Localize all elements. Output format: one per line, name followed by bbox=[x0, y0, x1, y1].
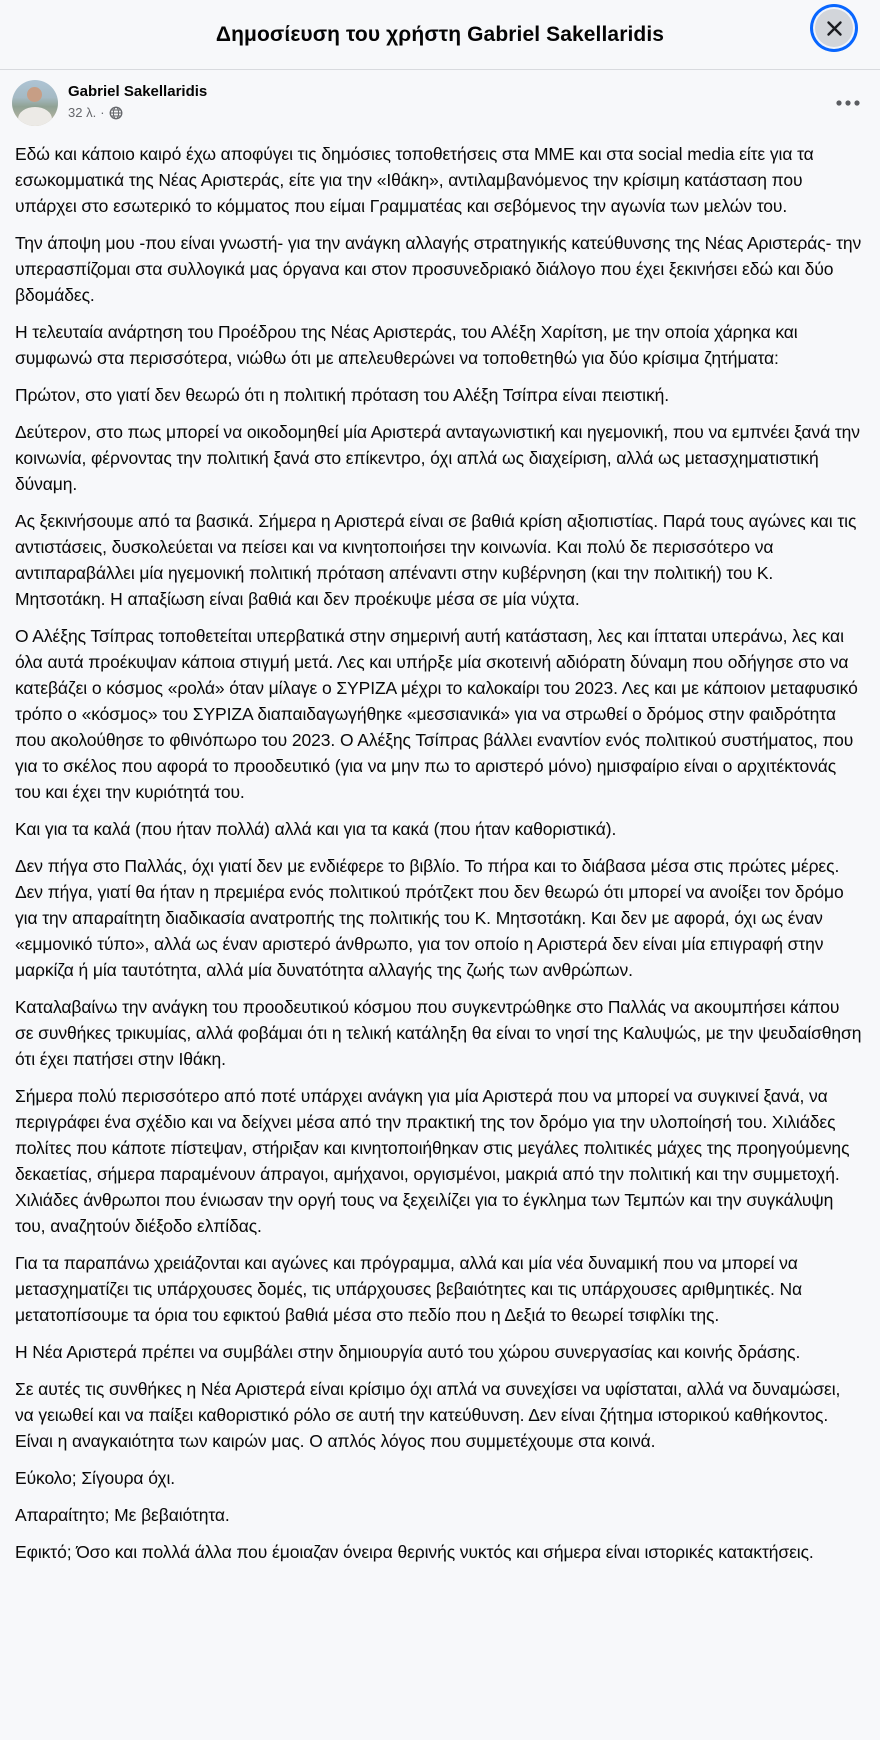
post-header bbox=[0, 70, 880, 132]
timestamp[interactable]: 32 λ. bbox=[68, 105, 97, 120]
post-paragraph: Ας ξεκινήσουμε από τα βασικά. Σήμερα η Αριστερά είναι σε βαθιά κρίση αξιοπιστίας. Παρά τους αγώνες και τις αντιστάσεις, δυσκολεύεται να πείσει και να κινητοποιήσει την κοινωνία. Και πολύ δε περισσότερο να αντιπαραβάλλει μία ηγεμονική πολιτική πρόταση απέναντι στην κυβέρνηση (και την πολιτική) του Κ. Μητσοτάκη. Η απαξίωση είναι βαθιά και δεν προέκυψε μέσα σε μία νύχτα. bbox=[15, 511, 857, 609]
dialog-title: Δημοσίευση του χρήστη Gabriel Sakellaridis bbox=[215, 22, 665, 46]
post-paragraph: Ο Αλέξης Τσίπρας τοποθετείται υπερβατικά στην σημερινή αυτή κατάσταση, λες και ίπταται υπεράνω, λες και όλα αυτά προέκυψαν κάποια στιγμή μετά. Λες και υπήρξε μία σκοτεινή αδιόρατη δύναμη που οδήγησε στο να κατεβάζει ο κόσμος «ρολά» όταν μίλαγε ο ΣΥΡΙΖΑ μέχρι το καλοκαίρι του 2023. Λες και με κάποιον μεταφυσικό τρόπο ο «κόσμος» του ΣΥΡΙΖΑ διαπαιδαγωγήθηκε «μεσσιανικά» για να στρωθεί ο δρόμος στην φαιδρότητα που ακολούθησε το φθινόπωρο του 2023. Ο Αλέξης Τσίπρας βάλλει εναντίον ενός πολιτικού συστήματος, που για το σκέλος που αφορά το προοδευτικό (για να μην πω το αριστερό μόνο) ημισφαίριο είναι ο αρχιτέκτονάς του και έχει την κυριότητά του. bbox=[15, 626, 858, 802]
ellipsis-icon bbox=[835, 95, 861, 110]
post-paragraph: Δεν πήγα στο Παλλάς, όχι γιατί δεν με ενδιέφερε το βιβλίο. Το πήρα και το διάβασα μέσα στις πρώτες μέρες. Δεν πήγα, γιατί θα ήταν η πρεμιέρα ενός πολιτικού πρότζεκτ που δεν θεωρώ ότι μπορεί να ανοίξει τον δρόμο για την απαραίτητη διαδικασία ανατροπής της πολιτικής του Κ. Μητσοτάκη. Και δεν με αφορά, όχι ως έναν «εμμονικό τύπο», αλλά ως έναν αριστερό άνθρωπο, για τον οποίο η Αριστερά δεν είναι μία επιγραφή στην μαρκίζα ή μία ταυτότητα, αλλά μία δυνατότητα αλλαγής της ζωής των ανθρώπων. bbox=[15, 856, 844, 980]
post-paragraph: Πρώτον, στο γιατί δεν θεωρώ ότι η πολιτική πρόταση του Αλέξη Τσίπρα είναι πειστική. bbox=[15, 385, 670, 405]
post-paragraph: Και για τα καλά (που ήταν πολλά) αλλά και για τα κακά (που ήταν καθοριστικά). bbox=[15, 819, 617, 839]
post-paragraph: Καταλαβαίνω την ανάγκη του προοδευτικού κόσμου που συγκεντρώθηκε στο Παλλάς να ακουμπήσει κάπου σε συνθήκες τρικυμίας, αλλά φοβάμαι ότι η τελική κατάληξη θα είναι το νησί της Καλυψώς, με την ψευδαίσθηση ότι έχει πατήσει στην Ιθάκη. bbox=[15, 997, 862, 1069]
post-paragraph: Εφικτό; Όσο και πολλά άλλα που έμοιαζαν όνειρα θερινής νυκτός και σήμερα είναι ιστορικές κατακτήσεις. bbox=[15, 1542, 814, 1562]
post-paragraph: Σε αυτές τις συνθήκες η Νέα Αριστερά είναι κρίσιμο όχι απλά να συνεχίσει να υφίσταται, αλλά να δυναμώσει, να γειωθεί και να παίξει καθοριστικό ρόλο σε αυτή την κατεύθυνση. Δεν είναι ζήτημα ιστορικού καθήκοντος. Είναι η αναγκαιότητα των καιρών μας. Ο απλός λόγος που συμμετέχουμε στα κοινά. bbox=[15, 1379, 841, 1451]
close-icon bbox=[826, 20, 843, 37]
post-content bbox=[0, 132, 880, 1565]
author-name[interactable]: Gabriel Sakellaridis bbox=[68, 83, 208, 100]
post-paragraph: Δεύτερον, στο πως μπορεί να οικοδομηθεί μία Αριστερά ανταγωνιστική και ηγεμονική, που να εμπνέει ξανά την κοινωνία, φέρνοντας την πολιτική ξανά στο επίκεντρο, όχι απλά ως διαχείριση, αλλά ως μετασχηματιστική δύναμη. bbox=[15, 422, 860, 494]
post-paragraph: Την άποψη μου -που είναι γνωστή- για την ανάγκη αλλαγής στρατηγικής κατεύθυνσης της Νέας Αριστεράς- την υπερασπίζομαι στα συλλογικά μας όργανα και στον προσυνεδριακό διάλογο που έχει ξεκινήσει εδώ και δύο βδομάδες. bbox=[15, 233, 862, 305]
post-paragraph: Απαραίτητο; Με βεβαιότητα. bbox=[15, 1505, 230, 1525]
post-paragraph: Η Νέα Αριστερά πρέπει να συμβάλει στην δημιουργία αυτό του χώρου συνεργασίας και κοινής δράσης. bbox=[15, 1342, 801, 1362]
post-paragraph: Εύκολο; Σίγουρα όχι. bbox=[15, 1468, 176, 1488]
post-paragraph: Για τα παραπάνω χρειάζονται και αγώνες και πρόγραμμα, αλλά και μία νέα δυναμική που να μπορεί να μετασχηματίζει τις υπάρχουσες δομές, τις υπάρχουσες βεβαιότητες και τις υπάρχουσες αριθμητικές. Να μετατοπίσουμε τα όρια του εφικτού βαθιά μέσα στο πεδίο που η Δεξιά το θεωρεί τσιφλίκι της. bbox=[15, 1253, 803, 1325]
globe-icon bbox=[109, 106, 123, 120]
avatar[interactable] bbox=[12, 80, 58, 126]
avatar-photo bbox=[27, 87, 42, 102]
close-button[interactable] bbox=[815, 9, 853, 47]
post-paragraph: Η τελευταία ανάρτηση του Προέδρου της Νέας Αριστεράς, του Αλέξη Χαρίτση, με την οποία χάρηκα και συμφωνώ στα περισσότερα, νιώθω ότι με απελευθερώνει να τοποθετηθώ για δύο κρίσιμα ζητήματα: bbox=[15, 322, 798, 368]
more-options-button[interactable] bbox=[830, 88, 866, 116]
post-paragraph: Εδώ και κάποιο καιρό έχω αποφύγει τις δημόσιες τοποθετήσεις στα ΜΜΕ και στα social media είτε για τα εσωκομματικά της Νέας Αριστεράς, είτε για την «Ιθάκη», αντιλαμβανόμενος την κρίσιμη κατάσταση που υπάρχει στο εσωτερικό το κόμματος που είμαι Γραμματέας και σεβόμενος την αγωνία των μελών του. bbox=[15, 144, 814, 216]
post-paragraph: Σήμερα πολύ περισσότερο από ποτέ υπάρχει ανάγκη για μία Αριστερά που να μπορεί να συγκινεί ξανά, να περιγράφει ένα σχέδιο και να δείχνει μέσα από την πρακτική της τον δρόμο για την υλοποίησή του. Χιλιάδες πολίτες που κάποτε πίστεψαν, στήριξαν και κινητοποιήθηκαν στις μεγάλες πολιτικές μάχες της προηγούμενης δεκαετίας, σήμερα παραμένουν άπραγοι, αμήχανοι, οργισμένοι, μακριά από την πολιτική και την συμμετοχή. Χιλιάδες άνθρωποι που ένιωσαν την οργή τους να ξεχειλίζει για το έγκλημα των Τεμπών και την συγκάλυψη του, αναζητούν διέξοδο ελπίδας. bbox=[15, 1086, 850, 1236]
post-meta bbox=[68, 105, 207, 121]
meta-separator: · bbox=[100, 105, 105, 120]
dialog-header bbox=[0, 0, 880, 70]
post-header-info bbox=[68, 80, 207, 121]
